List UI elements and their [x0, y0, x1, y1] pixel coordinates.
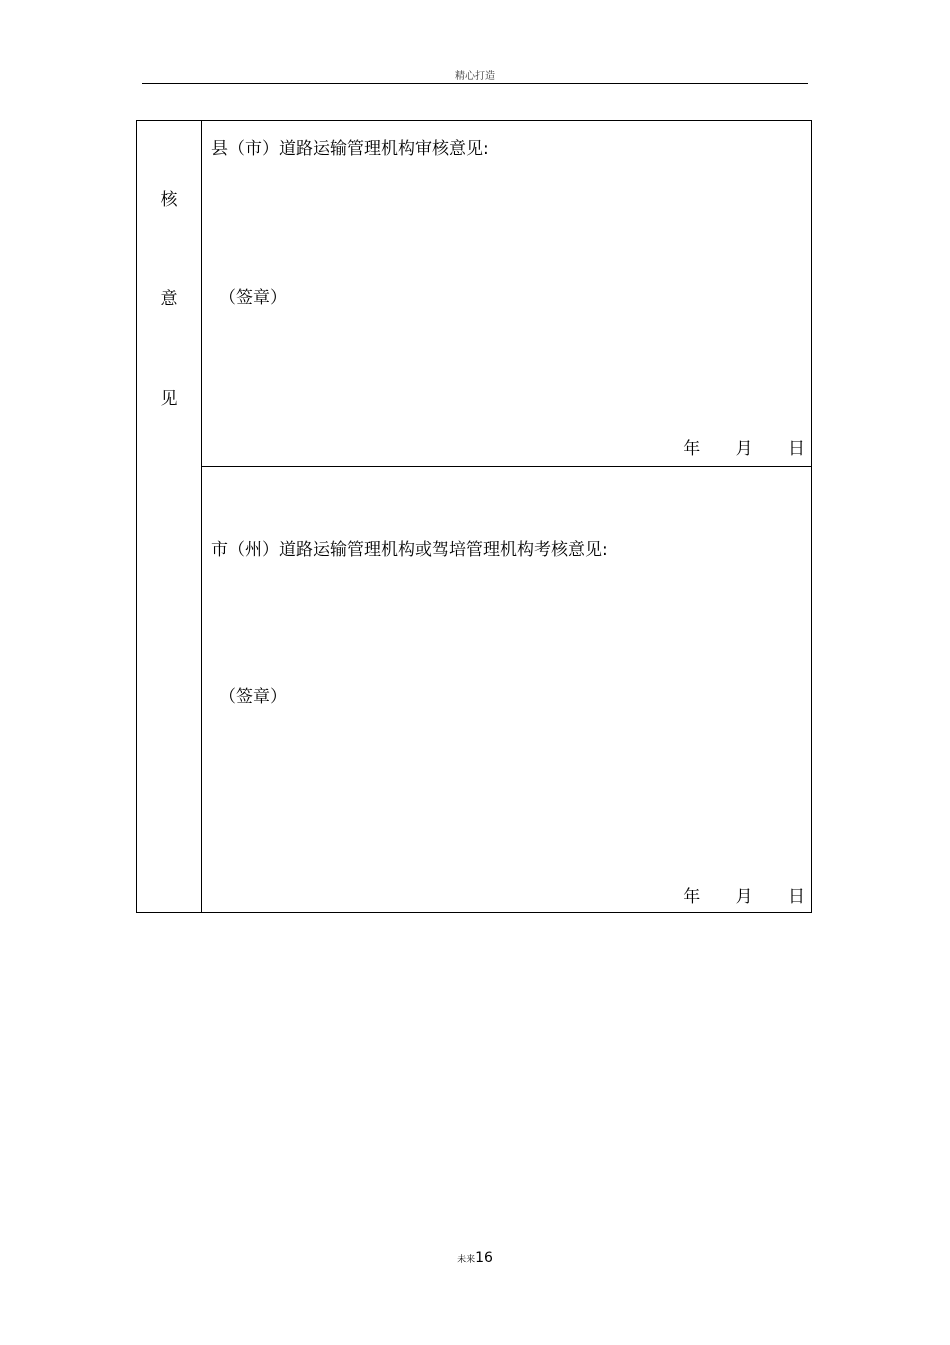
opinion-label-column [137, 121, 202, 912]
county-review-section [202, 121, 811, 467]
city-date-day: 日 [788, 887, 805, 907]
page-footer [0, 1250, 950, 1266]
county-opinion-title: 县（市）道路运输管理机构审核意见: [211, 139, 489, 159]
city-date-month: 月 [735, 887, 753, 907]
county-date-day: 日 [788, 439, 805, 459]
county-date-line [683, 434, 805, 459]
county-date-year: 年 [683, 439, 701, 459]
footer-prefix: 未来 [457, 1255, 476, 1265]
label-char-yi: 意 [160, 289, 178, 309]
county-seal-label: （签章） [219, 288, 287, 308]
city-opinion-title: 市（州）道路运输管理机构或驾培管理机构考核意见: [211, 540, 608, 560]
page-header-text: 精心打造 [455, 71, 495, 82]
label-char-he: 核 [160, 190, 178, 210]
city-review-section [202, 467, 811, 912]
review-opinion-table [136, 120, 812, 913]
city-date-line [683, 882, 805, 907]
page-number: 16 [475, 1250, 493, 1266]
label-char-jian: 见 [160, 389, 178, 409]
city-date-year: 年 [683, 887, 701, 907]
city-seal-label: （签章） [219, 687, 287, 707]
header-rule [142, 83, 808, 84]
county-date-month: 月 [735, 439, 753, 459]
